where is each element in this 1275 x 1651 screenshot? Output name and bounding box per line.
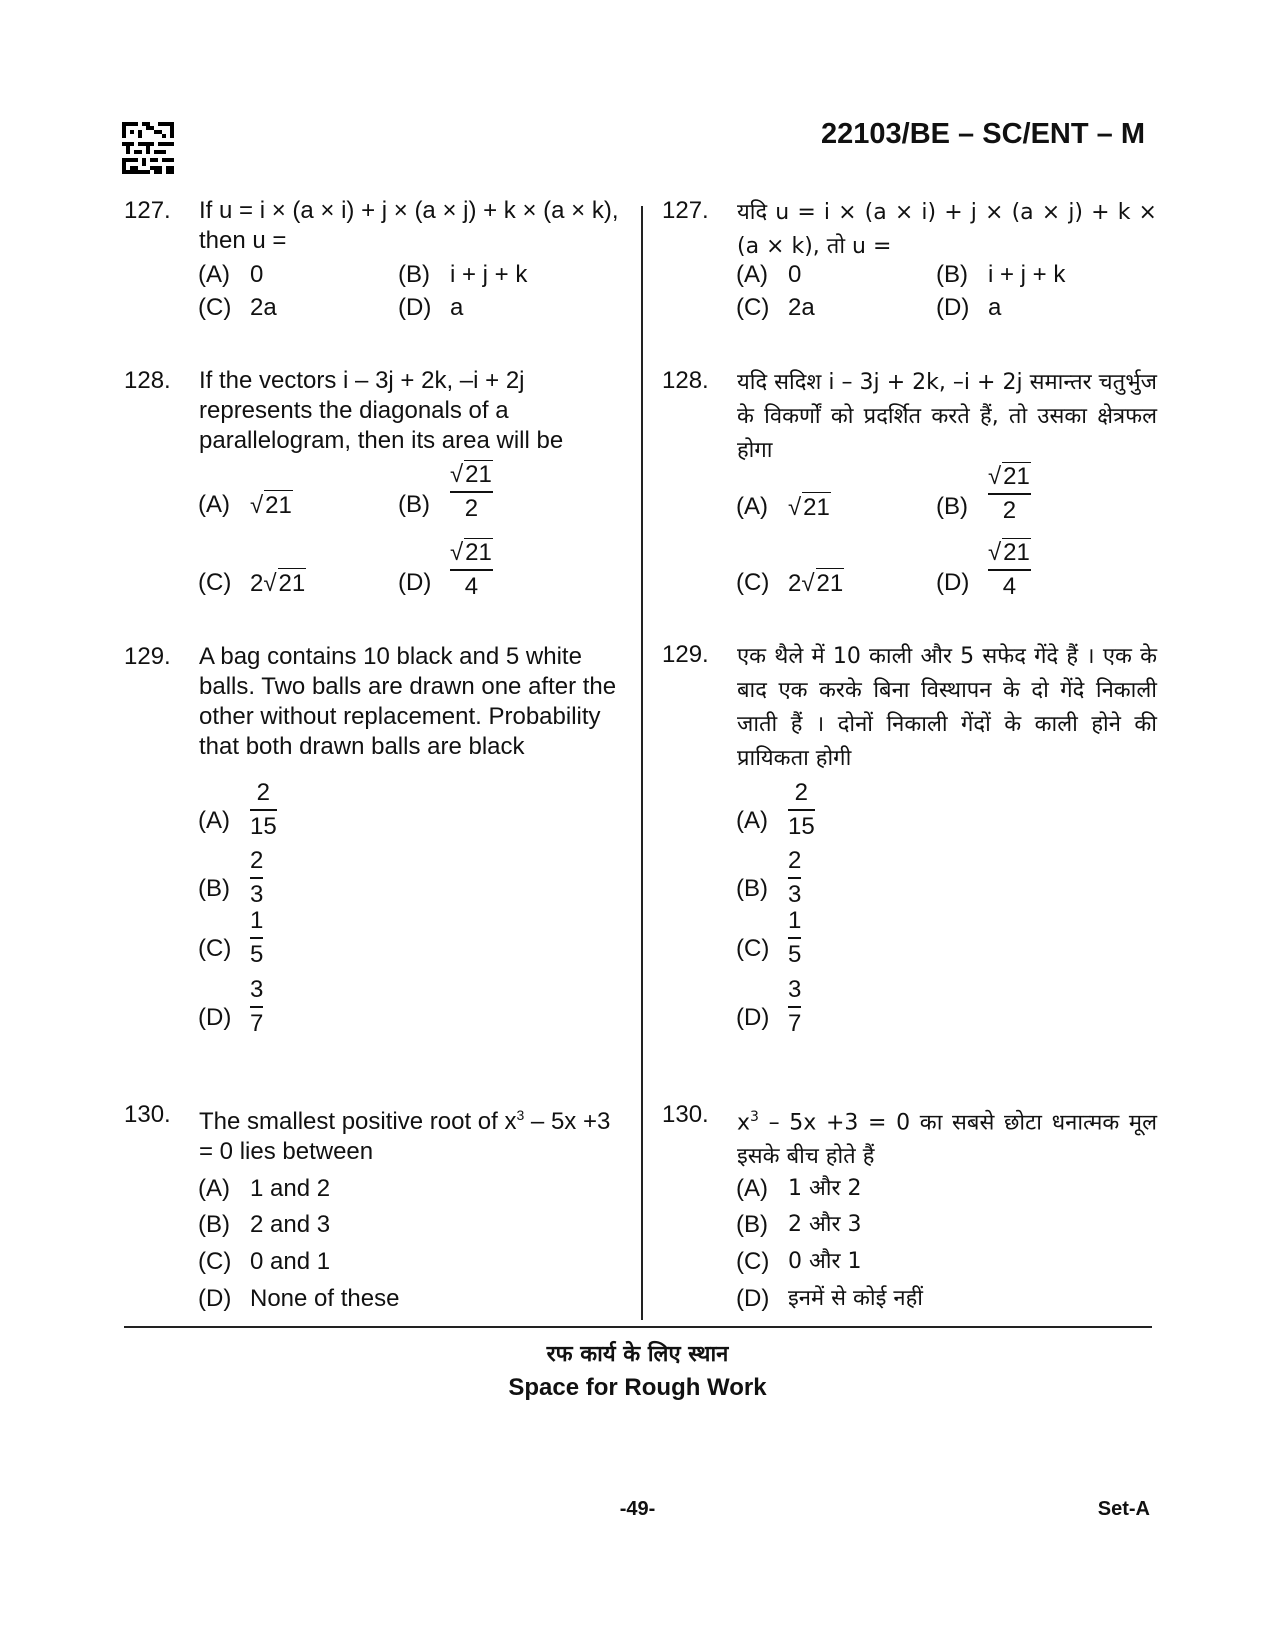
question-number: 129. [124,643,171,670]
question-text: If u = i × (a × i) + j × (a × j) + k × (a × k), then u = [199,197,619,254]
question-number: 130. [124,1101,171,1128]
paper-code: 22103/BE – SC/ENT – M [821,118,1145,150]
question-number: 130. [662,1101,709,1128]
question-text: यदि सदिश i – 3j + 2k, –i + 2j समान्तर चतुर्भुज के विकर्णों को प्रदर्शित करते हैं, तो उसका क्षेत्रफल होगा [737,370,1157,463]
question-text: A bag contains 10 black and 5 white balls. Two balls are drawn one after the other without replacement. Probability that both drawn balls are black [199,643,617,760]
question-text: एक थैले में 10 काली और 5 सफेद गेंदे हैं । एक के बाद एक करके बिना विस्थापन के दो गेंदे निकाली जाती हैं । दोनों निकाली गेंदों के काली होने की प्रायिकता होगी [737,644,1157,771]
question-number: 129. [662,641,709,668]
rough-work-heading: Space for Rough Work [508,1374,767,1401]
question-text: यदि u = i × (a × i) + j × (a × j) + k × (a × k), तो u = [737,200,1157,259]
page-number: -49- [619,1498,656,1520]
question-text: The smallest positive root of $x^3 - 5x +3 = 0$ lies between [199,1107,611,1165]
question-number: 127. [124,197,171,224]
qr-code-icon [122,122,174,174]
question-number: 128. [662,367,709,394]
question-number: 127. [662,197,709,224]
question-text: $x^3 - 5x +3 = 0$ का सबसे छोटा धनात्मक मूल इसके बीच होते हैं [737,1109,1157,1170]
section-divider [124,1326,1152,1328]
question-text: If the vectors i – 3j + 2k, –i + 2j represents the diagonals of a parallelogram, then its area will be [199,367,564,454]
column-divider [641,206,643,1320]
rough-work-heading-hindi: रफ कार्य के लिए स्थान [546,1342,729,1367]
set-label: Set-A [1097,1498,1150,1520]
question-number: 128. [124,367,171,394]
